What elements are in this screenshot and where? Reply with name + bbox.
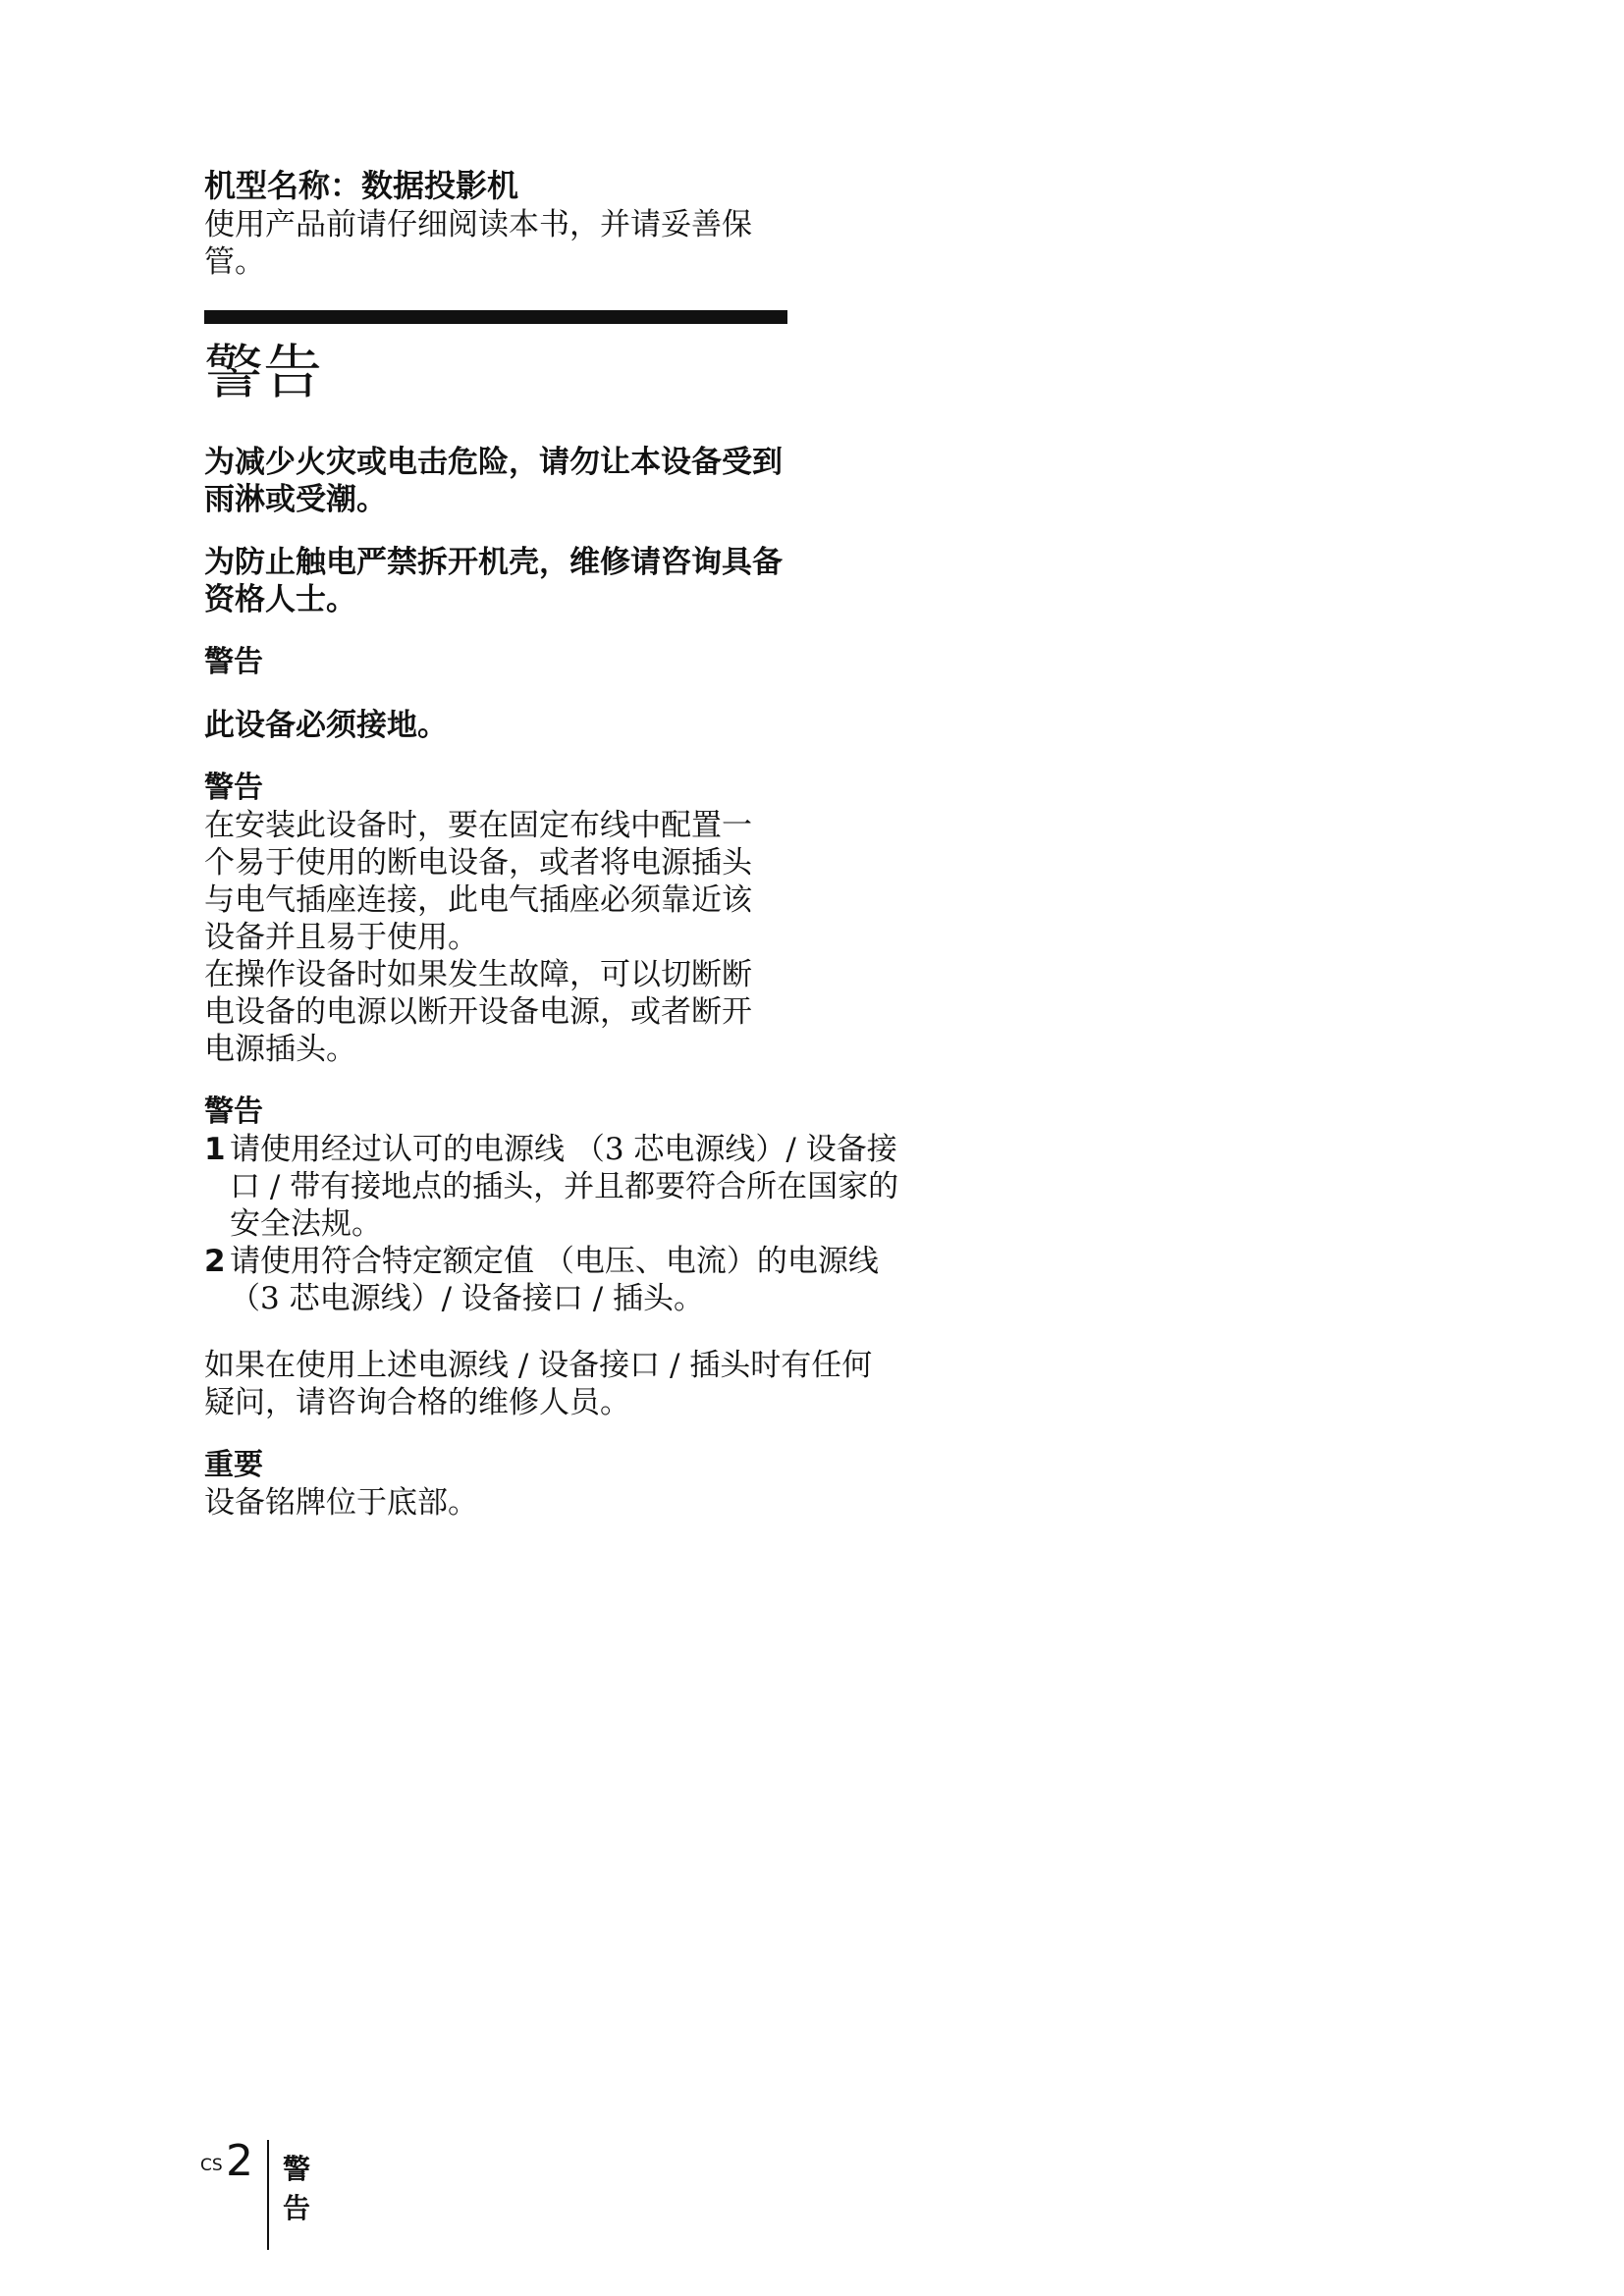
important-heading: 重要	[204, 1448, 263, 1482]
page-number: 2	[226, 2136, 253, 2186]
heading-rule	[204, 310, 787, 324]
list-item-text: 请使用符合特定额定值 （电压、电流）的电源线（3 芯电源线）/ 设备接口 / 插头。	[230, 1244, 879, 1316]
disconnect-heading: 警告	[204, 771, 263, 805]
disconnect-text-1: 在安装此设备时，要在固定布线中配置一个易于使用的断电设备，或者将电源插头与电气插座连接，此电气插座必须靠近该设备并且易于使用。	[204, 808, 752, 955]
list-item	[204, 1131, 911, 1243]
list-item-number: 1	[204, 1132, 226, 1167]
disconnect-text-2: 在操作设备时如果发生故障，可以切断断电设备的电源以断开设备电源，或者断开电源插头。	[204, 957, 752, 1067]
list-item	[204, 1243, 911, 1317]
language-code: CS	[200, 2156, 223, 2175]
intro-text: 使用产品前请仔细阅读本书，并请妥善保管。	[204, 207, 752, 280]
main-heading: 警告	[204, 339, 322, 407]
ground-text: 此设备必须接地。	[204, 708, 448, 743]
powercord-heading: 警告	[204, 1095, 263, 1129]
warning-fire: 为减少火灾或电击危险，请勿让本设备受到雨淋或受潮。	[204, 445, 783, 517]
list-item-text: 请使用经过认可的电源线 （3 芯电源线）/ 设备接口 / 带有接地点的插头，并且都要符合所在国家的安全法规。	[230, 1132, 899, 1242]
powercord-note: 如果在使用上述电源线 / 设备接口 / 插头时有任何疑问，请咨询合格的维修人员。	[204, 1348, 873, 1420]
ground-heading: 警告	[204, 645, 263, 679]
footer-section-title: 警告	[283, 2153, 311, 2224]
footer-divider	[267, 2140, 269, 2250]
powercord-list	[204, 1131, 911, 1317]
list-item-number: 2	[204, 1244, 226, 1279]
warning-open: 为防止触电严禁拆开机壳，维修请咨询具备资格人士。	[204, 545, 783, 617]
important-text: 设备铭牌位于底部。	[204, 1485, 478, 1521]
model-title: 机型名称：数据投影机	[204, 167, 519, 204]
content-column	[204, 165, 911, 1522]
